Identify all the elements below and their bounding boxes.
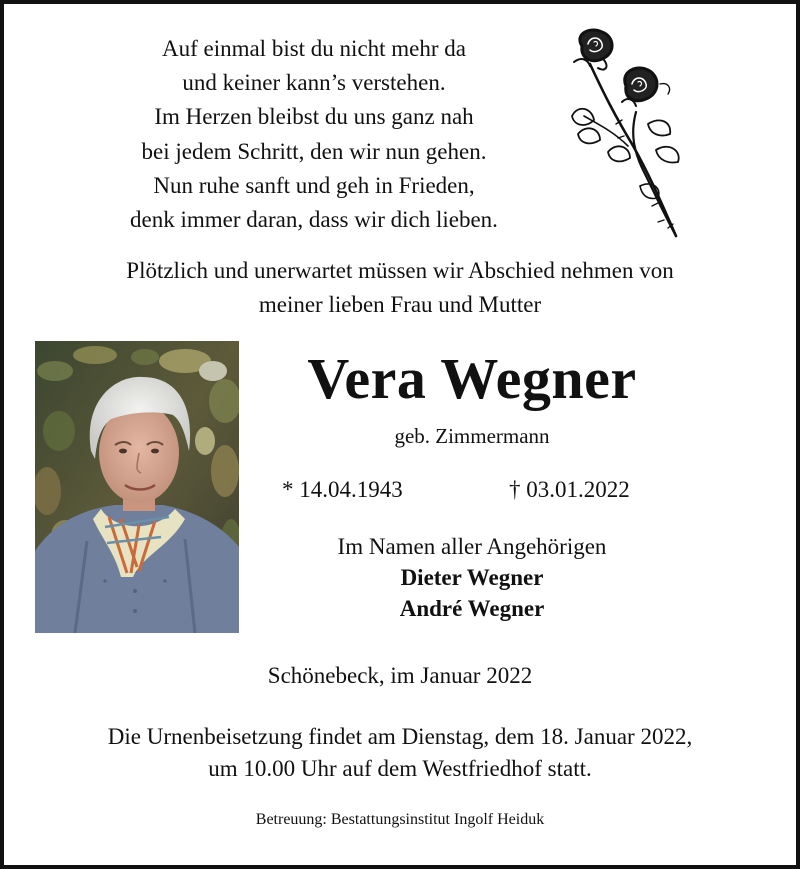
deceased-name: Vera Wegner [307, 346, 637, 411]
poem-line: Auf einmal bist du nicht mehr da [161, 36, 467, 61]
family-member: André Wegner [399, 596, 545, 621]
family-member: Dieter Wegner [400, 565, 544, 590]
burial-line: Die Urnenbeisetzung findet am Dienstag, dem 18. Januar 2022, [107, 724, 693, 749]
poem [64, 32, 564, 237]
poem-line: und keiner kann’s verstehen. [182, 70, 446, 96]
poem-line: Im Herzen bleibst du uns ganz nah [154, 104, 474, 130]
burial-line: um 10.00 Uhr auf dem Westfriedhof statt. [208, 756, 592, 781]
intro-line: Plötzlich und unerwartet müssen wir Abschied nehmen von [126, 258, 674, 283]
care-note: Betreuung: Bestattungsinstitut Ingolf Heiduk [255, 811, 545, 828]
intro-text [4, 254, 796, 322]
birth-date: * 14.04.1943 [282, 477, 403, 502]
place-date: Schönebeck, im Januar 2022 [267, 663, 533, 688]
birth-name: geb. Zimmermann [394, 424, 550, 448]
poem-line: bei jedem Schritt, den wir nun gehen. [141, 138, 487, 164]
rose-icon [564, 24, 694, 246]
poem-line: Nun ruhe sanft und geh in Frieden, [153, 172, 475, 198]
portrait-photo [35, 341, 239, 633]
family-signature [242, 531, 702, 624]
burial-notice [4, 721, 796, 785]
intro-line: meiner lieben Frau und Mutter [258, 292, 542, 317]
family-lead: Im Namen aller Angehörigen [337, 534, 607, 559]
poem-line: denk immer daran, dass wir dich lieben. [130, 207, 498, 233]
death-date: † 03.01.2022 [509, 477, 630, 502]
